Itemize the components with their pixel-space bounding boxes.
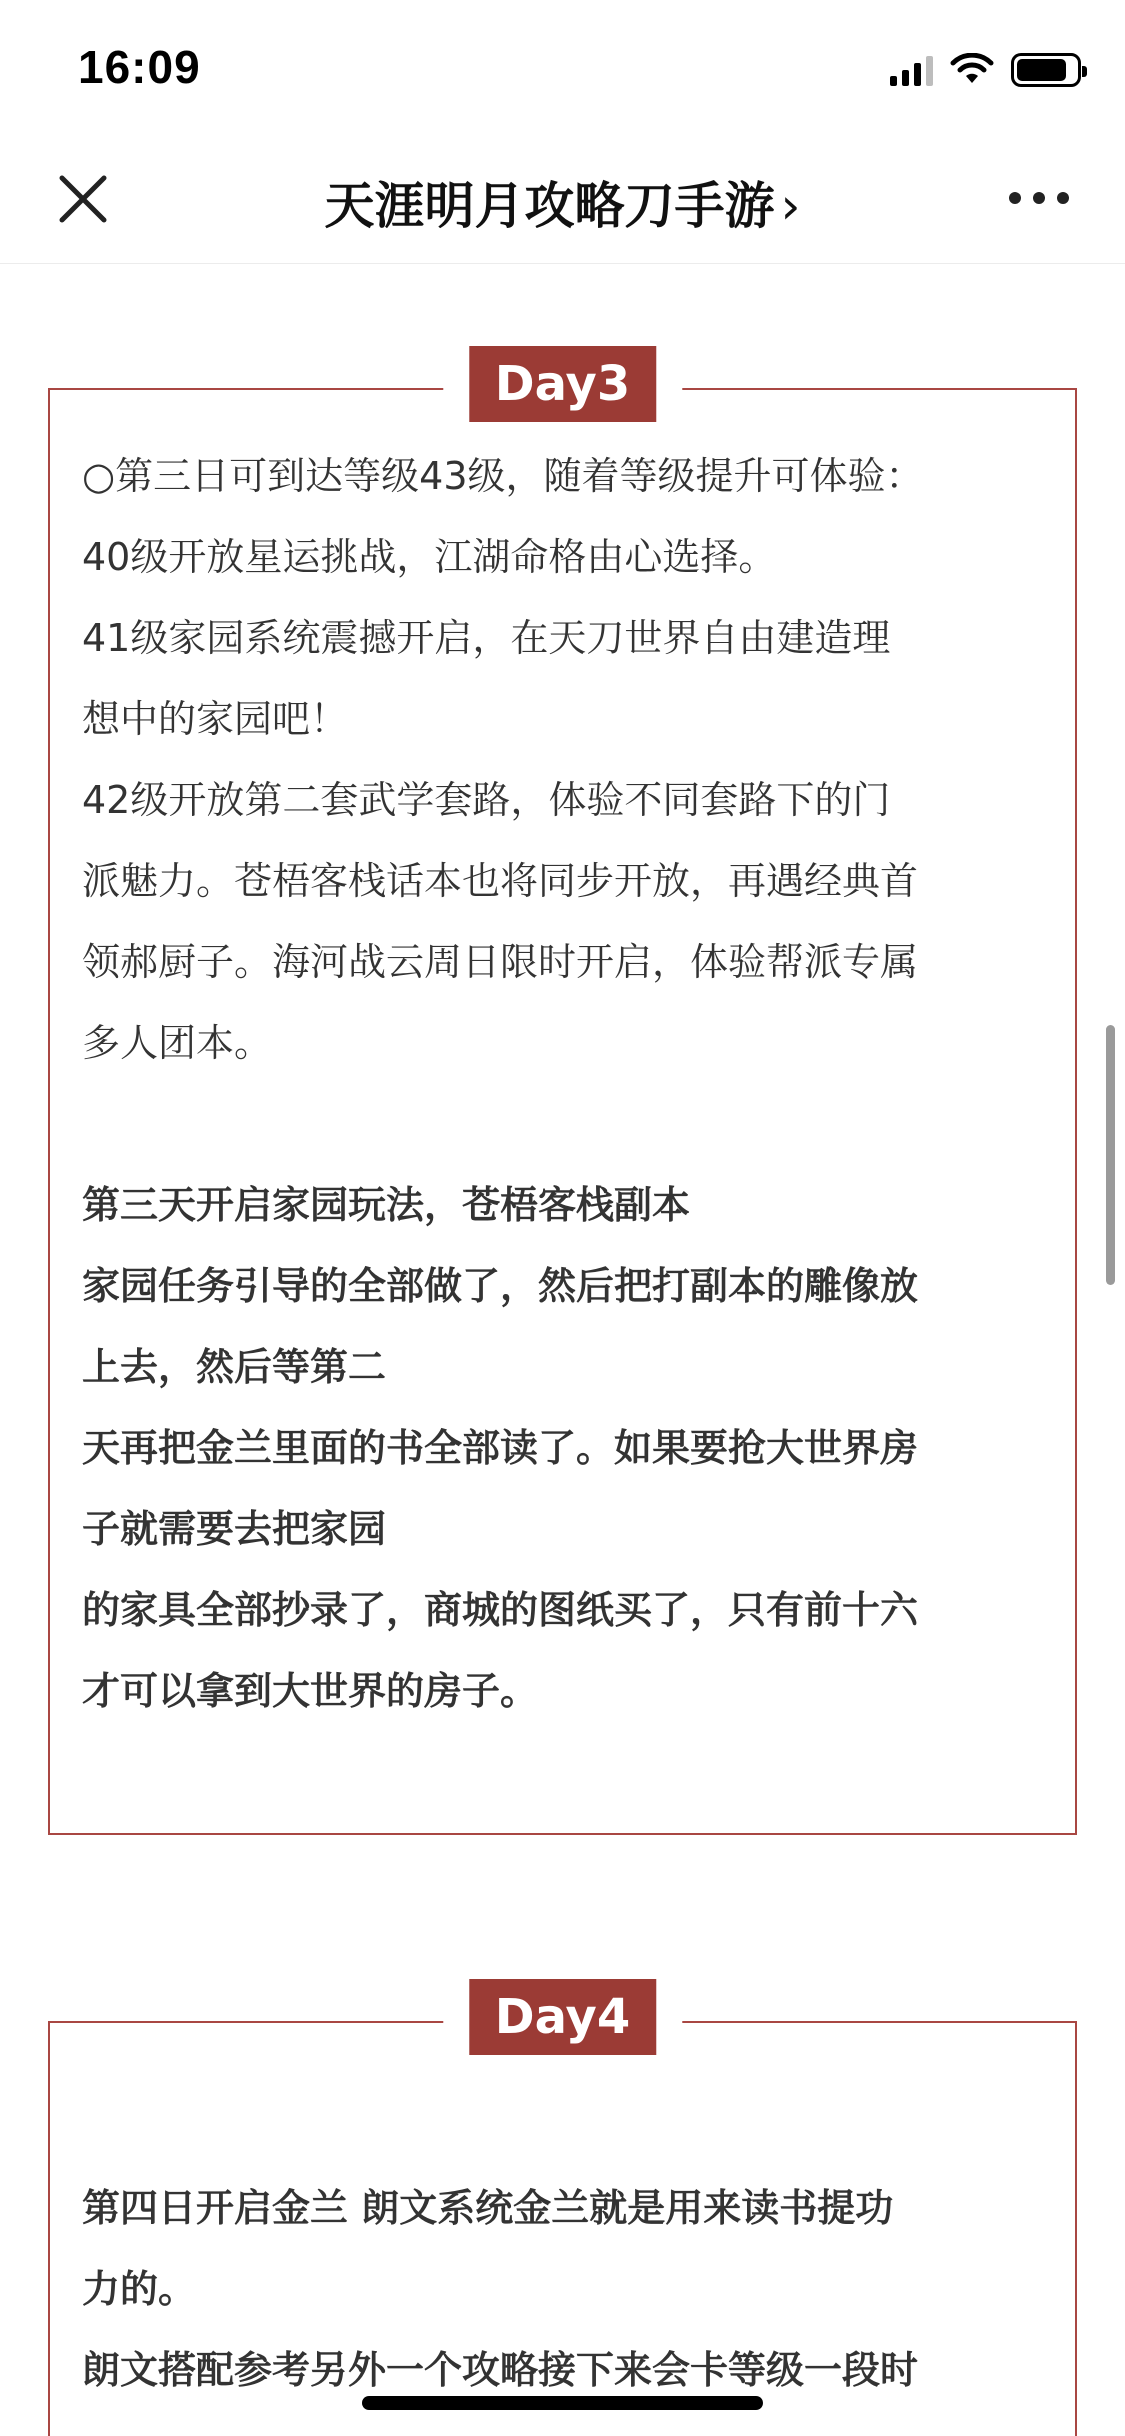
chevron-right-icon: › (780, 177, 801, 235)
text-line: 家园任务引导的全部做了，然后把打副本的雕像放 (82, 1264, 919, 1308)
day3-section (48, 356, 1077, 1835)
day4-section (48, 1989, 1077, 2436)
text-line: 力的。 (82, 2267, 197, 2311)
text-line: ○第三日可到达等级43级，随着等级提升可体验： (82, 454, 924, 498)
day4-text (50, 2023, 1075, 2411)
day3-heading (443, 346, 682, 422)
battery-icon (1011, 53, 1081, 87)
status-icons (890, 50, 1081, 90)
text-line: 天再把金兰里面的书全部读了。如果要抢大世界房 (82, 1426, 919, 1470)
day3-text (50, 390, 1075, 1732)
status-bar (0, 0, 1125, 132)
text-line: 多人团本。 (82, 1021, 273, 1065)
text-line: 子就需要去把家园 (82, 1507, 387, 1551)
text-line: 领郝厨子。海河战云周日限时开启，体验帮派专属 (82, 940, 919, 984)
home-indicator[interactable] (362, 2396, 763, 2410)
status-time: 16:09 (78, 41, 201, 93)
page-title: 天涯明月攻略刀手游 (324, 177, 775, 235)
day4-heading (443, 1979, 682, 2055)
text-line: 41级家园系统震撼开启，在天刀世界自由建造理 (82, 616, 891, 660)
more-options-icon[interactable] (1009, 192, 1069, 204)
text-line: 朗文搭配参考另外一个攻略接下来会卡等级一段时 (82, 2348, 919, 2392)
text-line: 想中的家园吧！ (82, 697, 349, 741)
text-line: 第四日开启金兰 朗文系统金兰就是用来读书提功 (82, 2186, 894, 2230)
text-line: 的家具全部抄录了，商城的图纸买了，只有前十六 (82, 1588, 919, 1632)
day3-label: Day3 (469, 346, 656, 422)
account-title-link[interactable] (0, 166, 1125, 238)
blank-line (82, 1084, 1043, 1165)
wifi-icon (949, 53, 995, 87)
scrollbar[interactable] (1106, 1025, 1115, 1285)
text-line: 42级开放第二套武学套路，体验不同套路下的门 (82, 778, 891, 822)
text-line: 第三天开启家园玩法，苍梧客栈副本 (82, 1183, 691, 1227)
text-line: 40级开放星运挑战，江湖命格由心选择。 (82, 535, 777, 579)
text-line: 才可以拿到大世界的房子。 (82, 1669, 539, 1713)
text-line: 上去，然后等第二 (82, 1345, 387, 1389)
nav-bar (0, 132, 1125, 264)
day4-label: Day4 (469, 1979, 656, 2055)
cellular-signal-icon (890, 54, 933, 86)
text-line: 派魅力。苍梧客栈话本也将同步开放，再遇经典首 (82, 859, 919, 903)
